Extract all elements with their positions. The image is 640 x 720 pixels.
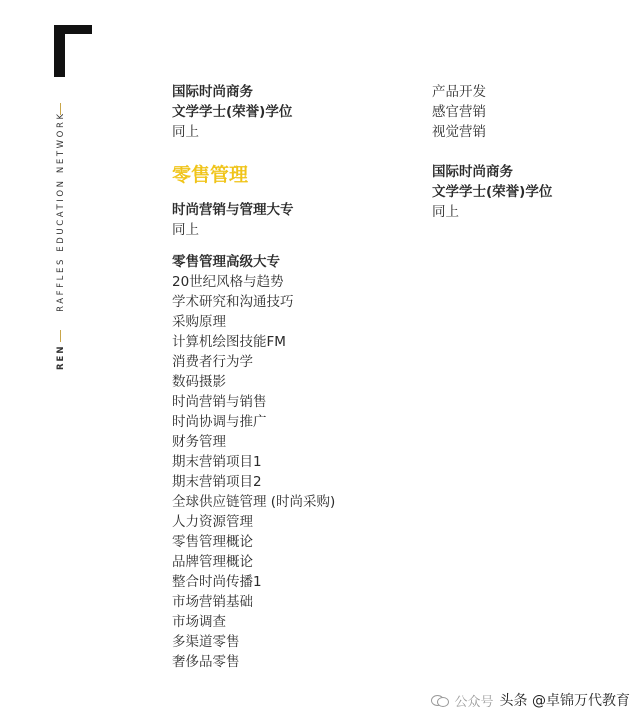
wechat-icon	[431, 693, 449, 707]
course-item: 财务管理	[172, 434, 226, 450]
program-title-line2: 文学学士(荣誉)学位	[172, 104, 293, 120]
program-note: 同上	[172, 124, 199, 140]
course-item: 人力资源管理	[172, 514, 253, 530]
course-item: 数码摄影	[172, 374, 226, 390]
course-item: 零售管理概论	[172, 534, 253, 550]
course-item: 计算机绘图技能FM	[172, 334, 286, 350]
watermark-faint-text: 公众号	[454, 694, 494, 710]
course-item: 整合时尚传播1	[172, 574, 262, 590]
course-item: 采购原理	[172, 314, 226, 330]
course-item: 奢侈品零售	[172, 654, 240, 670]
course-item: 市场调查	[172, 614, 226, 630]
brand-tagline: RAFFLES EDUCATION NETWORK	[56, 111, 66, 312]
brand-label: REN	[56, 344, 66, 370]
program-title-line1: 国际时尚商务	[172, 84, 253, 100]
course-item: 时尚营销与销售	[172, 394, 267, 410]
program-note: 同上	[172, 222, 199, 238]
course-item: 产品开发	[432, 84, 486, 100]
program-note: 同上	[432, 204, 459, 220]
course-item: 学术研究和沟通技巧	[172, 294, 294, 310]
course-item: 市场营销基础	[172, 594, 253, 610]
program-title: 时尚营销与管理大专	[172, 202, 294, 218]
course-item: 期末营销项目1	[172, 454, 262, 470]
course-item: 视觉营销	[432, 124, 486, 140]
course-item: 全球供应链管理 (时尚采购)	[172, 494, 336, 510]
course-item: 消费者行为学	[172, 354, 253, 370]
section-heading: 零售管理	[172, 164, 249, 186]
course-item: 感官营销	[432, 104, 486, 120]
corner-logo-mark	[54, 25, 92, 77]
program-title-line2: 文学学士(荣誉)学位	[432, 184, 553, 200]
watermark-main-text: 头条 @卓锦万代教育	[499, 693, 630, 709]
right-column	[432, 82, 632, 222]
course-item: 时尚协调与推广	[172, 414, 267, 430]
course-list	[172, 272, 432, 672]
watermark	[431, 690, 630, 710]
course-item: 多渠道零售	[172, 634, 240, 650]
course-item: 期末营销项目2	[172, 474, 262, 490]
side-vertical-label	[56, 111, 66, 370]
left-column	[172, 82, 432, 672]
program-title-line1: 国际时尚商务	[432, 164, 513, 180]
program-title: 零售管理高级大专	[172, 254, 280, 270]
course-item: 品牌管理概论	[172, 554, 253, 570]
course-item: 20世纪风格与趋势	[172, 274, 284, 290]
